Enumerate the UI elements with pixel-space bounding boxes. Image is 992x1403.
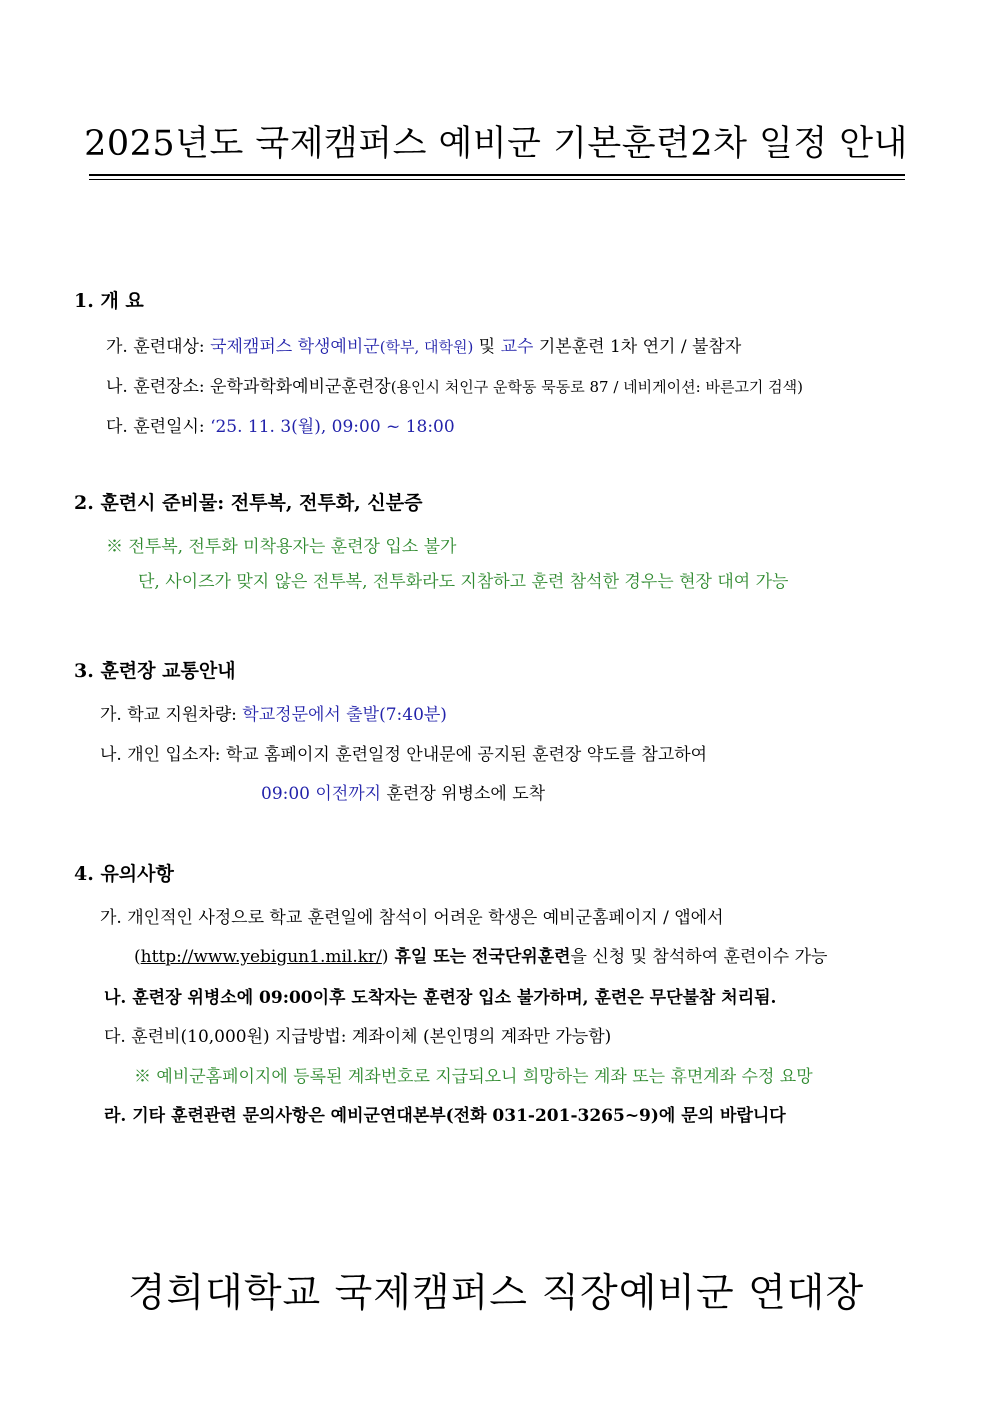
shuttle-value: 학교정문에서 출발(7:40분) — [242, 705, 447, 725]
section-4-item-d: 라. 기타 훈련관련 문의사항은 예비군연대본부(전화 031-201-3265~9)에 문의 바랍니다 — [104, 1106, 786, 1126]
training-target-rest: 기본훈련 1차 연기 / 불참자 — [533, 337, 742, 357]
title-divider-thin — [89, 179, 905, 180]
section-1-heading: 1. 개 요 — [74, 290, 144, 312]
url-paren-open: ( — [134, 947, 141, 967]
section-1-item-b — [106, 372, 803, 397]
section-2-note: ※ 전투복, 전투화 미착용자는 훈련장 입소 불가 — [106, 537, 457, 557]
training-target-label: 가. 훈련대상: — [106, 337, 211, 357]
training-target-paren: (학부, 대학원) — [379, 338, 474, 356]
training-date-value: ‘25. 11. 3(월), 09:00 ~ 18:00 — [210, 417, 455, 437]
section-3-item-b-cont — [261, 779, 545, 804]
training-date-label: 다. 훈련일시: — [106, 417, 211, 437]
section-3-item-a — [100, 700, 447, 725]
shuttle-label: 가. 학교 지원차량: — [100, 705, 243, 725]
section-4-item-c: 다. 훈련비(10,000원) 지급방법: 계좌이체 (본인명의 계좌만 가능함) — [104, 1027, 612, 1047]
training-place-address: (용인시 처인구 운학동 묵동로 87 / 네비게이션: 바른고기 검색) — [390, 378, 804, 396]
section-1-item-c — [106, 412, 455, 437]
section-4-item-b: 나. 훈련장 위병소에 09:00이후 도착자는 훈련장 입소 불가하며, 훈련은 무단불참 처리됨. — [104, 988, 777, 1008]
section-2-note-detail: 단, 사이즈가 맞지 않은 전투복, 전투화라도 지참하고 훈련 참석한 경우는 현장 대여 가능 — [138, 572, 789, 592]
title-divider-thick — [89, 174, 905, 176]
training-target-and: 및 — [473, 337, 501, 357]
section-2-heading: 2. 훈련시 준비물: 전투복, 전투화, 신분증 — [74, 492, 423, 514]
training-target-prof: 교수 — [500, 337, 534, 357]
section-4-item-a: 가. 개인적인 사정으로 학교 훈련일에 참석이 어려운 학생은 예비군홈페이지 / 앱에서 — [100, 908, 724, 928]
section-3-item-b: 나. 개인 입소자: 학교 홈페이지 훈련일정 안내문에 공지된 훈련장 약도를 참고하여 — [100, 745, 708, 765]
arrival-deadline: 09:00 이전까지 — [261, 784, 382, 804]
arrival-rest: 훈련장 위병소에 도착 — [381, 784, 546, 804]
training-place-label: 나. 훈련장소: 운학과학화예비군훈련장 — [106, 377, 391, 397]
yebigun-link[interactable]: http://www.yebigun1.mil.kr/ — [140, 947, 382, 967]
section-3-heading: 3. 훈련장 교통안내 — [74, 660, 236, 682]
url-paren-close: ) — [381, 947, 389, 967]
section-4-heading: 4. 유의사항 — [74, 863, 174, 885]
section-4-item-c-note: ※ 예비군홈페이지에 등록된 계좌번호로 지급되오니 희망하는 계좌 또는 휴면계좌 수정 요망 — [134, 1067, 813, 1087]
page-title: 2025년도 국제캠퍼스 예비군 기본훈련2차 일정 안내 — [84, 124, 908, 164]
section-4-item-a-rest: 을 신청 및 참석하여 훈련이수 가능 — [570, 947, 828, 967]
signature-footer: 경희대학교 국제캠퍼스 직장예비군 연대장 — [127, 1271, 865, 1316]
section-1-item-a — [106, 332, 741, 357]
holiday-training-text: 휴일 또는 전국단위훈련 — [388, 947, 571, 967]
training-target-value: 국제캠퍼스 학생예비군 — [210, 337, 380, 357]
section-4-item-a-cont — [134, 942, 827, 967]
